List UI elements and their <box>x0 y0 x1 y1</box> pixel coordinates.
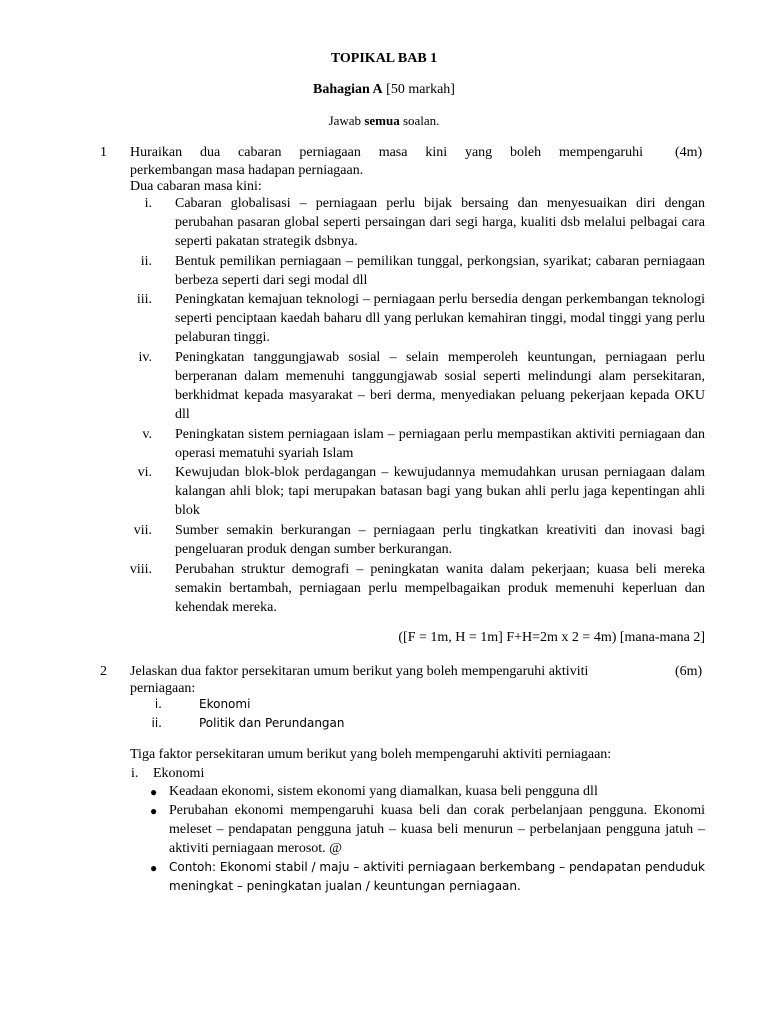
section-heading <box>0 80 768 99</box>
answer-bullet-text: Perubahan ekonomi mempengaruhi kuasa beli dan corak perbelanjaan pengguna. Ekonomi meleset – pendapatan pengguna jatuh – kuasa beli menurun – perbelanjaan pengguna jatuh – aktiviti perniagaan merosot. @ <box>169 803 705 856</box>
question-1-text-line2: perkembangan masa hadapan perniagaan. <box>130 163 364 178</box>
question-2-marks: (6m) <box>675 664 703 679</box>
q2-subitem-text: Ekonomi <box>199 697 251 711</box>
answer-bullet-text: Contoh: Ekonomi stabil / maju – aktiviti perniagaan berkembang – pendapatan penduduk meningkat – peningkatan jualan / keuntungan perniagaan. <box>169 860 705 893</box>
answer-bullet-text: Keadaan ekonomi, sistem ekonomi yang diamalkan, kuasa beli pengguna dll <box>169 784 598 799</box>
q1-item-text: Bentuk pemilikan perniagaan – pemilikan tunggal, perkongsian, syarikat; cabaran perniagaan berbeza seperti dari segi modal dll <box>175 254 705 288</box>
section-marks: [50 markah] <box>382 82 455 97</box>
answer-heading-number: i. <box>131 766 139 781</box>
bullet-icon: ● <box>150 785 158 799</box>
question-2-text-line1: Jelaskan dua faktor persekitaran umum berikut yang boleh mempengaruhi aktiviti <box>130 664 589 679</box>
q1-item-text: Sumber semakin berkurangan – perniagaan perlu tingkatkan kreativiti dan inovasi bagi pengeluaran produk dengan sumber berkurangan. <box>175 523 705 557</box>
question-2-text-line2: perniagaan: <box>130 681 196 696</box>
question-1-number: 1 <box>100 145 107 160</box>
question-1-intro: Dua cabaran masa kini: <box>130 179 262 194</box>
q1-item-number: iv. <box>138 350 152 365</box>
instruction-bold: semua <box>364 113 400 128</box>
question-1-marking-scheme: ([F = 1m, H = 1m] F+H=2m x 2 = 4m) [mana-mana 2] <box>398 630 705 645</box>
bullet-icon: ● <box>150 804 158 818</box>
q2-subitem-number: ii. <box>151 716 162 730</box>
question-2-answer-intro: Tiga faktor persekitaran umum berikut yang boleh mempengaruhi aktiviti perniagaan: <box>130 747 612 762</box>
q1-item-text: Kewujudan blok-blok perdagangan – kewujudannya memudahkan urusan perniagaan dalam kalangan ahli blok; tapi merupakan batasan bagi yang bukan ahli perlu jaga kepentingan ahli blok <box>175 465 705 518</box>
instruction-pre: Jawab <box>328 113 365 128</box>
q1-item-text: Peningkatan sistem perniagaan islam – perniagaan perlu mempastikan aktiviti perniagaan dan operasi mematuhi syariah Islam <box>175 427 705 461</box>
question-1-text-line1: Huraikan dua cabaran perniagaan masa kini yang boleh mempengaruhi <box>130 145 643 160</box>
q1-item-number: vii. <box>133 523 152 538</box>
question-2-number: 2 <box>100 664 107 679</box>
section-name: Bahagian A <box>313 82 383 97</box>
q1-item-text: Perubahan struktur demografi – peningkatan wanita dalam pekerjaan; kuasa beli mereka semakin bertambah, perniagaan perlu mempelbagaikan produk memenuhi keperluan dan kehendak mereka. <box>175 562 705 615</box>
q1-item-number: ii. <box>140 254 152 269</box>
answer-heading: Ekonomi <box>153 766 205 781</box>
instruction <box>0 111 768 130</box>
q2-subitem-number: i. <box>154 697 162 711</box>
q2-subitem-text: Politik dan Perundangan <box>199 716 345 730</box>
q1-item-number: v. <box>142 427 152 442</box>
q1-item-text: Cabaran globalisasi – perniagaan perlu bijak bersaing dan menyesuaikan diri dengan perubahan pasaran global seperti persaingan dari segi harga, kualiti dsb melalui pelbagai cara seperti pakatan strategik dsbnya. <box>175 196 705 249</box>
instruction-post: soalan. <box>399 113 440 128</box>
q1-item-text: Peningkatan tanggungjawab sosial – selain memperoleh keuntungan, perniagaan perlu berperanan dalam memenuhi tanggungjawab sosial seperti melindungi alam persekitaran, berkhidmat kepada masyarakat – beri derma, menyediakan peluang pekerjaan kepada OKU dll <box>175 350 705 422</box>
q1-item-number: viii. <box>129 562 152 577</box>
q1-item-text: Peningkatan kemajuan teknologi – perniagaan perlu bersedia dengan perkembangan teknologi seperti penciptaan kaedah baharu dll yang perlukan kemahiran tinggi, modal tinggi yang perlu pelaburan tinggi. <box>175 292 705 345</box>
bullet-icon: ● <box>150 861 158 875</box>
question-1-marks: (4m) <box>675 145 703 160</box>
page-title: TOPIKAL BAB 1 <box>330 51 438 66</box>
q1-item-number: iii. <box>136 292 152 307</box>
q1-item-number: i. <box>144 196 152 211</box>
q1-item-number: vi. <box>137 465 152 480</box>
